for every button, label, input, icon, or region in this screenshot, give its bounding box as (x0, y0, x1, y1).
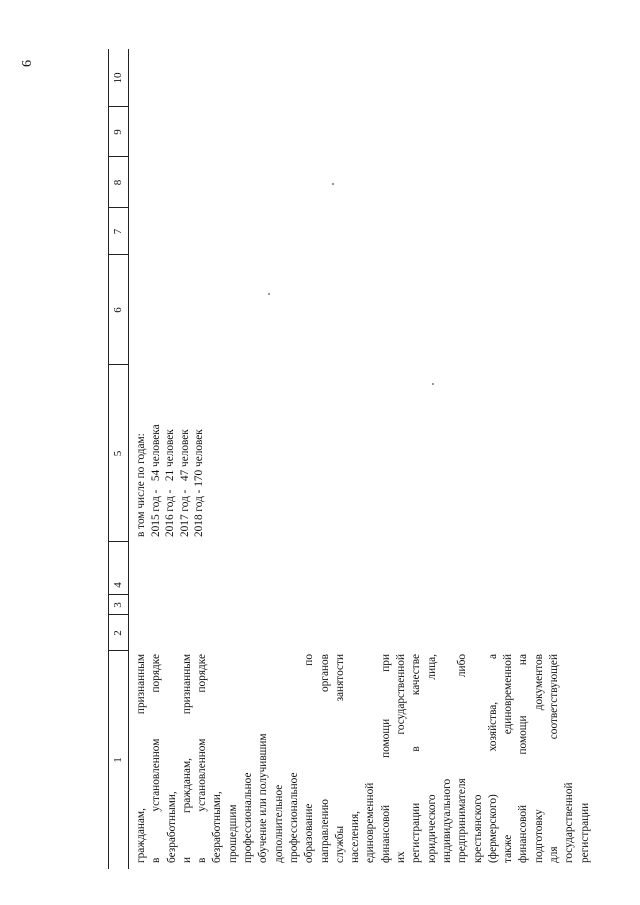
description-line: для соответствующей (548, 654, 561, 863)
column-header-2: 2 (112, 630, 124, 636)
description-line: финансовой помощи на (517, 654, 530, 863)
description-line: регистрации (578, 802, 591, 863)
description-line: предпринимателя либо (456, 654, 469, 863)
description-line: в установленном порядке (150, 654, 163, 863)
description-line: подготовку документов (532, 654, 545, 863)
row-description-cell (134, 654, 593, 863)
description-line: профессиональное (287, 772, 300, 863)
year-breakdown-line: 2016 год - 21 человек (164, 429, 177, 537)
column-header-3: 3 (112, 602, 124, 608)
year-breakdown-line: 2015 год - 54 человека (149, 424, 162, 537)
column-header-4: 4 (112, 582, 124, 588)
description-line: единовременной (364, 782, 377, 863)
description-line: профессиональное (242, 772, 255, 863)
description-line: населения, (349, 811, 362, 863)
column-header-1: 1 (112, 757, 124, 763)
year-breakdown-line: 2018 год - 170 человек (193, 429, 206, 537)
description-line: государственной (563, 782, 576, 863)
scan-speck (332, 183, 334, 185)
column-header-6: 6 (112, 307, 124, 313)
column-header-9: 9 (112, 129, 124, 135)
header-bottom-border (128, 49, 129, 869)
description-line: крестьянского (471, 794, 484, 863)
year-breakdown-line: 2017 год - 47 человек (178, 429, 191, 537)
description-line: индивидуального (440, 778, 453, 863)
column-header-5: 5 (112, 450, 124, 457)
yearly-breakdown-cell (134, 367, 207, 537)
description-line: образование по (303, 654, 316, 863)
description-line: безработными, (211, 791, 224, 863)
scan-speck (268, 293, 270, 295)
column-header-10: 10 (112, 72, 124, 84)
description-line: и гражданам, признанным (180, 654, 193, 863)
description-line: безработными, (165, 791, 178, 863)
column-header-7: 7 (112, 228, 124, 235)
description-line: в установленном порядке (196, 654, 209, 863)
scan-speck (432, 383, 434, 385)
description-line: направлению органов (318, 654, 331, 863)
description-line: также единовременной (502, 654, 515, 863)
description-line: гражданам, признанным (135, 654, 147, 863)
description-line: регистрации в качестве (410, 654, 423, 863)
description-line: прошедшим (226, 804, 239, 863)
description-line: (фермерского) хозяйства, а (486, 654, 499, 863)
description-line: дополнительное (272, 784, 285, 863)
description-line: юридического лица, (425, 654, 438, 863)
description-line: финансовой помощи при (379, 654, 392, 863)
description-line: обучение или получившим (257, 733, 270, 863)
page-number: 6 (20, 60, 35, 67)
column-header-8: 8 (112, 179, 124, 186)
description-line: их государственной (395, 654, 408, 863)
description-line: службы занятости (333, 654, 346, 863)
year-breakdown-line: в том числе по годам: (135, 433, 147, 537)
